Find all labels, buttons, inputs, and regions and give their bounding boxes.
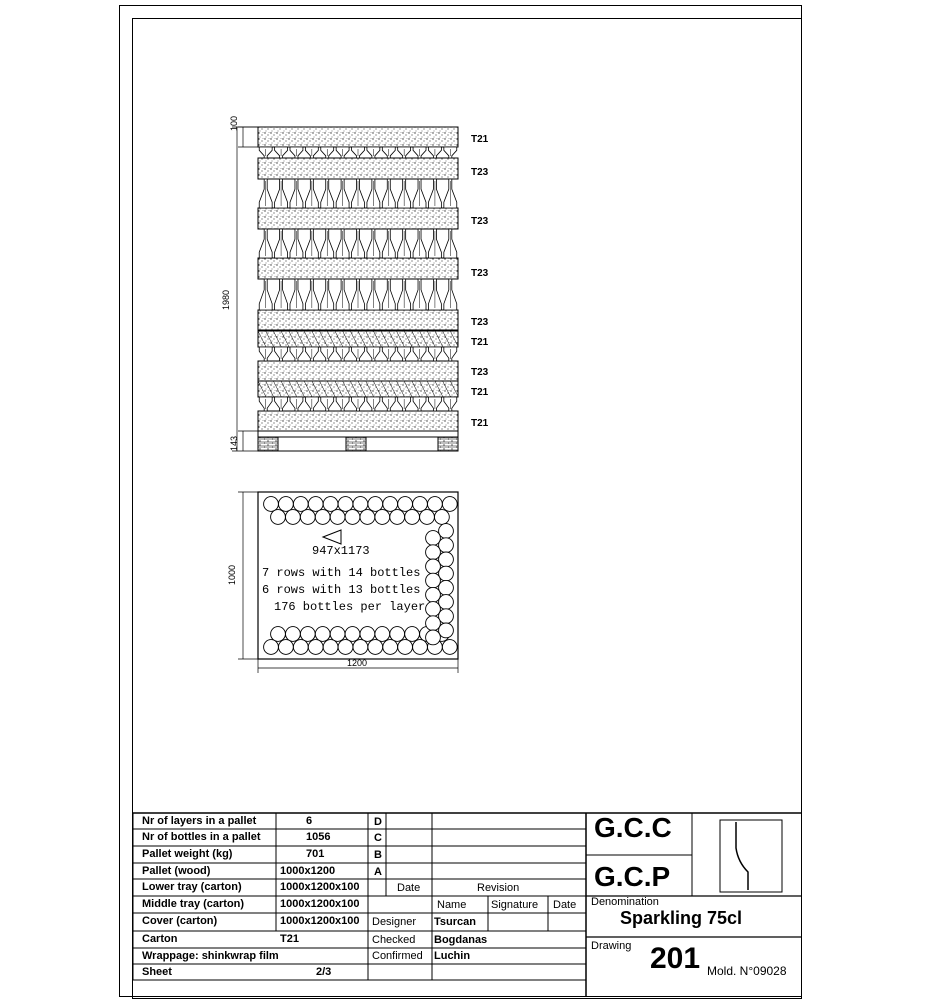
bottle-circle: [383, 497, 398, 512]
spec-label: Nr of layers in a pallet: [142, 815, 257, 827]
bottle-circle: [353, 640, 368, 655]
signature-header: Signature: [491, 899, 539, 911]
bottle-circle: [383, 640, 398, 655]
denomination-label: Denomination: [591, 896, 659, 908]
bottle-circle: [338, 640, 353, 655]
bottle-circle: [368, 497, 383, 512]
dim-top-label: 100: [229, 115, 239, 131]
bottle-circle: [360, 627, 375, 642]
tray: [258, 310, 458, 330]
bottle-circle: [315, 627, 330, 642]
bottle-circle: [338, 497, 353, 512]
dim-pallet-label: 143: [229, 435, 239, 451]
bottle-circle: [426, 545, 441, 560]
bottle-circle: [435, 510, 450, 525]
bottle-circle: [426, 559, 441, 574]
bottle-circle: [420, 510, 435, 525]
spec-value: 1000x1200: [280, 865, 336, 877]
pallet-block: [346, 437, 366, 451]
spec-value: 701: [306, 848, 325, 860]
drawing-label: Drawing: [591, 940, 632, 952]
spec-label: Wrappage: shinkwrap film: [142, 950, 279, 962]
bottle-circle: [271, 510, 286, 525]
bottle-circle: [323, 640, 338, 655]
spec-value: 6: [306, 815, 313, 827]
bottle-circle: [264, 640, 279, 655]
dim-width-label: 1000: [227, 564, 237, 585]
denomination-value: Sparkling 75cl: [620, 908, 743, 928]
pallet-block: [438, 437, 458, 451]
bottle-circle: [293, 640, 308, 655]
bottle-profile: [736, 822, 748, 890]
person-name: Bogdanas: [434, 934, 488, 946]
bottle-circle: [308, 640, 323, 655]
tray-label: T21: [471, 134, 489, 145]
name-header: Name: [437, 899, 467, 911]
spec-label: Lower tray (carton): [142, 881, 242, 893]
spec-value: 1056: [306, 831, 331, 843]
revision-letter: C: [374, 832, 382, 844]
bottle-circle: [330, 627, 345, 642]
tray-size: 947x1173: [312, 544, 370, 558]
bottle-circle: [345, 510, 360, 525]
spec-label: Sheet: [142, 966, 172, 978]
tray-label: T21: [471, 337, 489, 348]
bottle-circle: [293, 497, 308, 512]
person-name: Luchin: [434, 950, 471, 962]
tray-label: T23: [471, 268, 489, 279]
bottle-circle: [428, 497, 443, 512]
role-label: Checked: [372, 934, 416, 946]
rows-line-1: 7 rows with 14 bottles: [262, 566, 421, 580]
role-label: Confirmed: [372, 950, 423, 962]
tray-label: T23: [471, 167, 489, 178]
tray: [258, 158, 458, 179]
profile-box: [720, 820, 782, 892]
tray-label: T21: [471, 418, 489, 429]
bottle-circle: [345, 627, 360, 642]
bottle-circle: [442, 497, 457, 512]
bottle-circle: [426, 630, 441, 645]
bottle-circle: [308, 497, 323, 512]
bottle-circle: [405, 510, 420, 525]
date-header: Date: [553, 899, 577, 911]
revision-letter: B: [374, 849, 382, 861]
spec-value: 1000x1200x100: [280, 915, 360, 927]
bottle-circle: [300, 627, 315, 642]
bottle-circle: [426, 587, 441, 602]
bottle-circle: [375, 627, 390, 642]
bottle-circle: [398, 497, 413, 512]
bottle-circle: [439, 609, 454, 624]
spec-value: 1000x1200x100: [280, 898, 360, 910]
bottle-circle: [271, 627, 286, 642]
pallet-block: [258, 437, 278, 451]
bottle-circle: [439, 538, 454, 553]
drawing-number: 201: [650, 942, 701, 975]
bottle-circle: [439, 623, 454, 638]
bottle-circle: [353, 497, 368, 512]
spec-label: Middle tray (carton): [142, 898, 245, 910]
bottle-circle: [323, 497, 338, 512]
bottle-circle: [426, 616, 441, 631]
bottle-circle: [279, 640, 294, 655]
tray: [258, 258, 458, 279]
bottle-circle: [439, 552, 454, 567]
bottle-circle: [442, 640, 457, 655]
bottle-circle: [413, 640, 428, 655]
bottle-circle: [279, 497, 294, 512]
revision-letter: D: [374, 816, 382, 828]
company-line-2: G.C.P: [594, 861, 671, 892]
tray-label: T23: [471, 367, 489, 378]
role-label: Designer: [372, 916, 417, 928]
tray: [258, 127, 458, 147]
bottle-circle: [439, 595, 454, 610]
bottle-circle: [286, 510, 301, 525]
bottle-circle: [426, 573, 441, 588]
spec-label: Carton: [142, 933, 178, 945]
rows-line-2: 6 rows with 13 bottles: [262, 583, 421, 597]
bottle-circle: [375, 510, 390, 525]
bottle-circle: [390, 627, 405, 642]
bottle-circle: [368, 640, 383, 655]
bottle-circle: [330, 510, 345, 525]
spec-label: Cover (carton): [142, 915, 218, 927]
bottle-circle: [264, 497, 279, 512]
bottle-circle: [286, 627, 301, 642]
tray: [258, 361, 458, 381]
tray: [258, 208, 458, 229]
bottle-circle: [439, 566, 454, 581]
bottle-circle: [426, 602, 441, 617]
tray-label: T23: [471, 317, 489, 328]
tray-label: T21: [471, 387, 489, 398]
spec-value: T21: [280, 933, 299, 945]
person-name: Tsurcan: [434, 916, 476, 928]
bottle-circle: [413, 497, 428, 512]
dim-length-label: 1200: [347, 658, 368, 668]
tray-label: T23: [471, 216, 489, 227]
spec-label: Pallet (wood): [142, 865, 211, 877]
bottle-circle: [300, 510, 315, 525]
mold-number: Mold. N°09028: [707, 964, 787, 978]
bottle-circle: [360, 510, 375, 525]
dim-total-label: 1980: [221, 289, 231, 310]
spec-value: 2/3: [316, 966, 332, 978]
tray: [258, 411, 458, 431]
company-line-1: G.C.C: [594, 812, 672, 843]
bottle-circle: [390, 510, 405, 525]
bottle-circle: [315, 510, 330, 525]
spec-label: Pallet weight (kg): [142, 848, 233, 860]
spec-label: Nr of bottles in a pallet: [142, 831, 261, 843]
rows-line-3: 176 bottles per layer: [274, 600, 426, 614]
bottle-circle: [426, 531, 441, 546]
spec-value: 1000x1200x100: [280, 881, 360, 893]
bottle-circle: [405, 627, 420, 642]
bottle-circle: [398, 640, 413, 655]
bottle-circle: [439, 580, 454, 595]
revision-letter: A: [374, 866, 382, 878]
revision-date-header: Date: [397, 882, 421, 894]
bottle-circle: [439, 524, 454, 539]
revision-header: Revision: [477, 882, 520, 894]
